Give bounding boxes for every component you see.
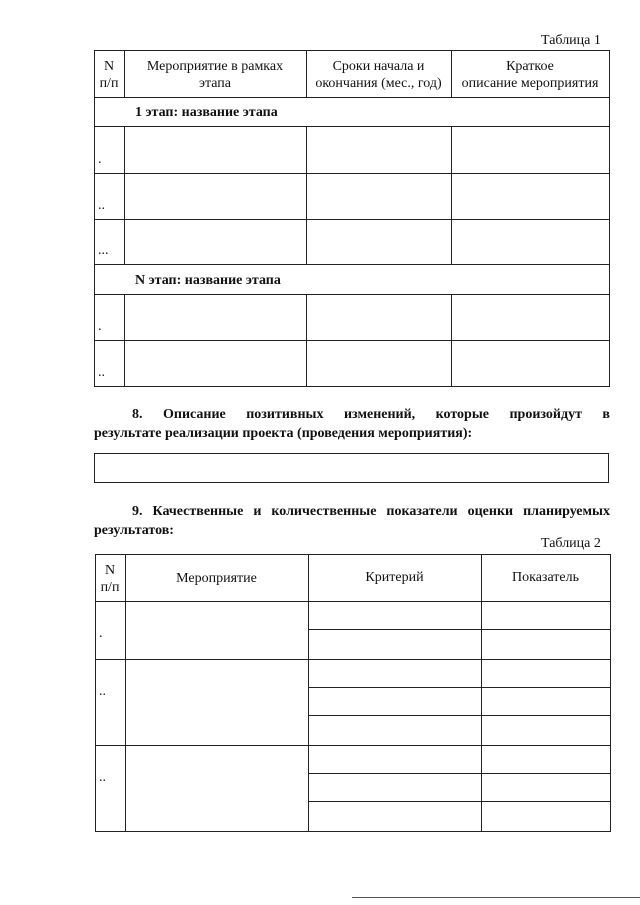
table1-row-marker: .. — [98, 365, 105, 380]
table2-header-num — [95, 562, 125, 596]
header-dates-line2: окончания (мес., год) — [315, 76, 442, 91]
header-event-line1: Мероприятие в рамках — [146, 59, 284, 74]
header-num-line1: N — [104, 563, 116, 578]
section8-line1: 8. Описание позитивных изменений, которые произойдут в — [132, 407, 610, 422]
header-num-line2: п/п — [99, 76, 119, 91]
table2-border-top — [95, 554, 611, 555]
table2-subrow-line — [308, 801, 611, 802]
table1-row-marker: ... — [98, 243, 109, 258]
table1-row-marker: . — [98, 319, 102, 334]
table2-subrow-line — [308, 687, 611, 688]
table2-col-divider — [481, 554, 482, 832]
table2-row-marker: .. — [99, 684, 106, 699]
header-num-line2: п/п — [100, 580, 120, 595]
table2-border-right — [610, 554, 611, 832]
table2-line — [95, 601, 611, 602]
table2-line — [95, 745, 611, 746]
section9-line1: 9. Качественные и количественные показатели оценки планируемых — [132, 504, 610, 519]
table1-row-marker: . — [98, 152, 102, 167]
header-desc-line2: описание мероприятия — [461, 76, 599, 91]
table2-subrow-line — [308, 715, 611, 716]
table2-border-bottom — [95, 831, 611, 832]
table2-subrow-line — [308, 773, 611, 774]
header-desc-line1: Краткое — [506, 59, 554, 74]
table2-caption: Таблица 2 — [541, 536, 601, 551]
stage1-title: 1 этап: название этапа — [135, 105, 278, 120]
table2-line — [95, 659, 611, 660]
table2-subrow-line — [308, 629, 611, 630]
header-dates-line1: Сроки начала и — [332, 59, 425, 74]
table2-row-marker: .. — [99, 770, 106, 785]
table2-header-event: Мероприятие — [176, 571, 257, 586]
page-bottom-rule — [352, 897, 640, 898]
header-num-line1: N — [103, 59, 115, 74]
table2-col-divider — [125, 554, 126, 832]
table1-caption: Таблица 1 — [541, 33, 601, 48]
header-event-line2: этапа — [198, 76, 232, 91]
table2-col-divider — [308, 554, 309, 832]
table1-row-marker: .. — [98, 198, 105, 213]
table2-row-marker: . — [99, 626, 103, 641]
table2-header-indicator: Показатель — [512, 570, 579, 585]
section9-line2: результатов: — [94, 523, 174, 538]
table2-header-criterion: Критерий — [365, 570, 424, 585]
section8-line2: результате реализации проекта (проведения мероприятия): — [94, 426, 473, 441]
stageN-title: N этап: название этапа — [135, 273, 281, 288]
